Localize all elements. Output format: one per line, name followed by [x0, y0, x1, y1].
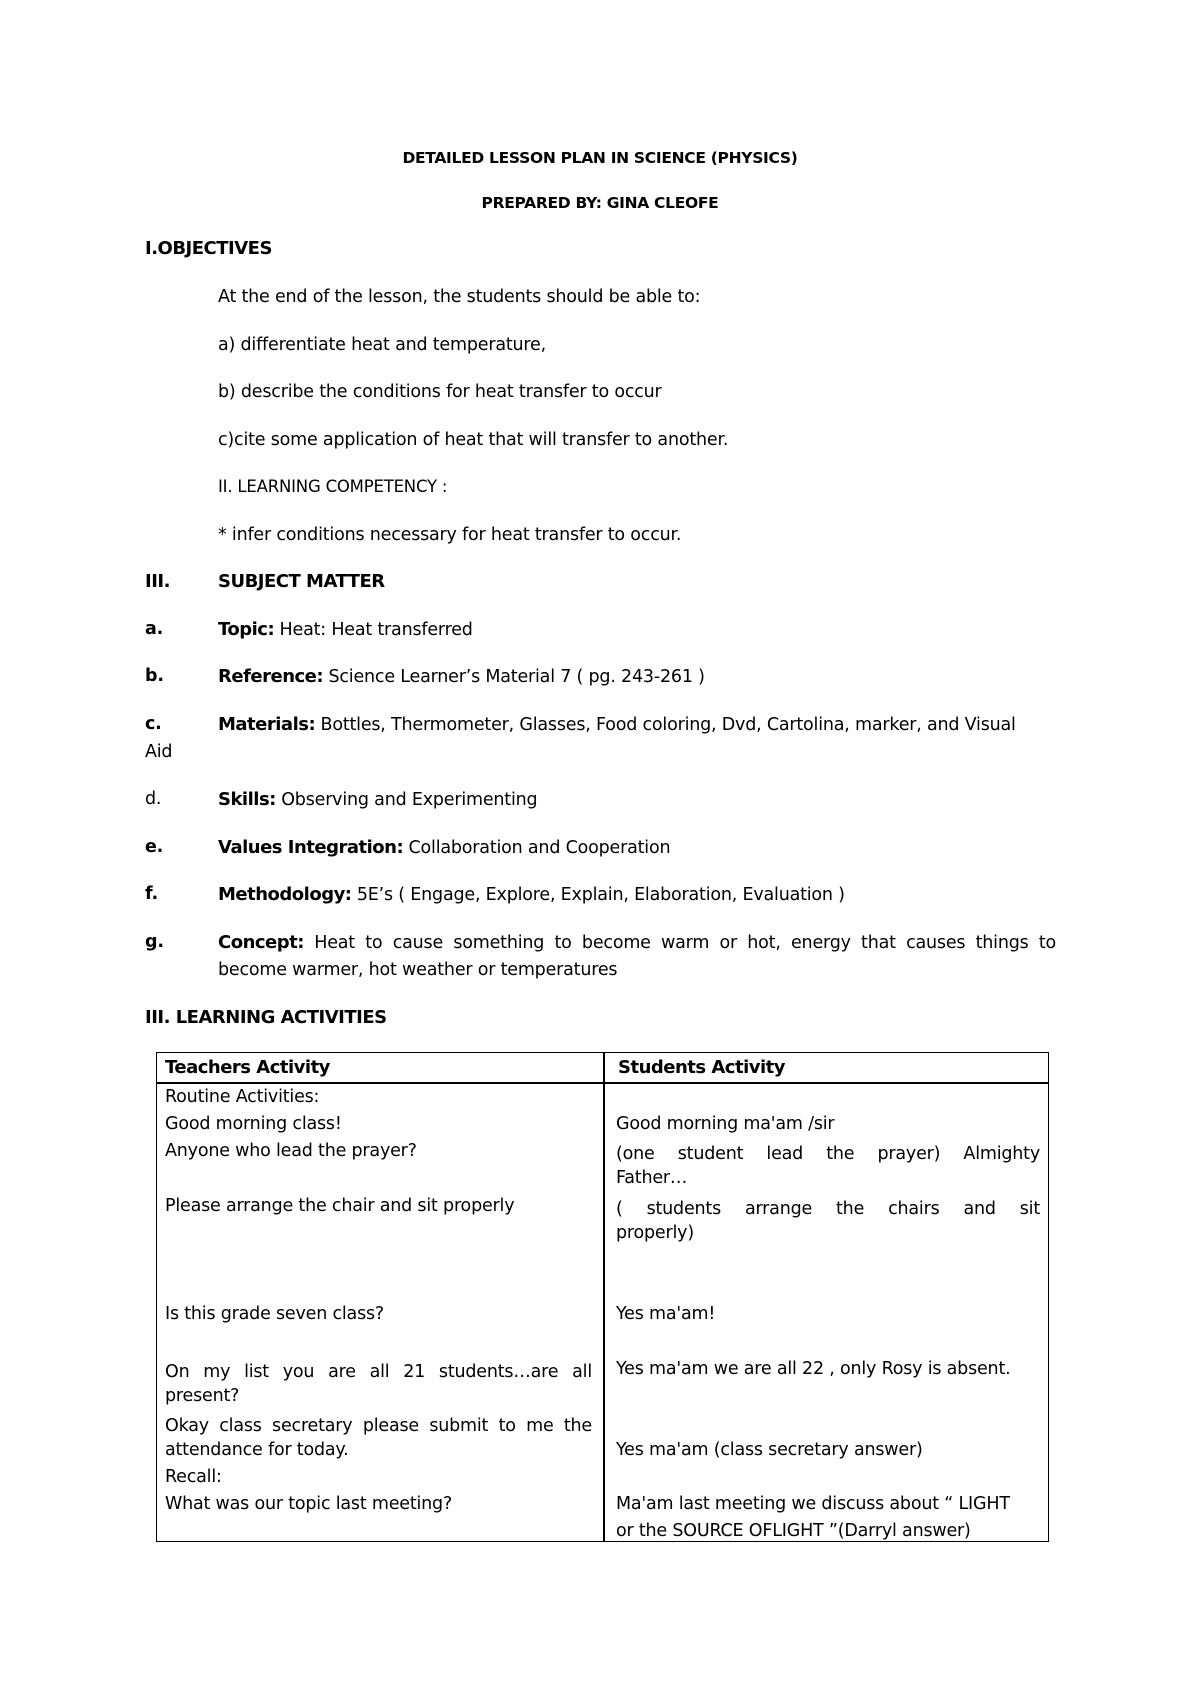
teacher-greet: Good morning class! — [165, 1114, 342, 1134]
subject-item-text: Heat: Heat transferred — [274, 620, 473, 640]
activities-table — [156, 1052, 1049, 1542]
subject-item-text: Heat to cause something to become warm or hot, energy that causes things to — [303, 933, 1056, 953]
student-greet: Good morning ma'am /sir — [616, 1114, 835, 1134]
competency-heading-text: II. LEARNING COMPETENCY : — [218, 477, 448, 496]
learning-activities-heading: III. LEARNING ACTIVITIES — [145, 1007, 387, 1028]
objectives-heading: I.OBJECTIVES — [145, 238, 272, 259]
subject-item-materials-wrap: Aid — [145, 742, 173, 762]
student-absent: Yes ma'am we are all 22 , only Rosy is absent. — [616, 1359, 1011, 1379]
column-header-teacher: Teachers Activity — [165, 1057, 330, 1078]
teacher-topic: What was our topic last meeting? — [165, 1494, 453, 1514]
subject-item-letter: e. — [145, 837, 164, 857]
teacher-routine: Routine Activities: — [165, 1087, 320, 1107]
objective-item-c: c)cite some application of heat that will transfer to another. — [218, 430, 729, 450]
subject-item-label: Topic: — [218, 619, 275, 640]
header-divider — [157, 1082, 1048, 1084]
teacher-grade: Is this grade seven class? — [165, 1304, 384, 1324]
student-secretary: Yes ma'am (class secretary answer) — [616, 1440, 923, 1460]
student-arrange-line2: properly) — [616, 1223, 694, 1243]
subject-item-label: Values Integration: — [218, 837, 404, 858]
subject-item-letter: d. — [145, 789, 162, 809]
prepared-by: PREPARED BY: GINA CLEOFE — [481, 194, 719, 212]
subject-item-label: Reference: — [218, 666, 324, 687]
competency-heading — [218, 477, 447, 496]
subject-item-text: 5E’s ( Engage, Explore, Explain, Elaboration, Evaluation ) — [351, 885, 845, 905]
subject-matter-heading: SUBJECT MATTER — [218, 571, 385, 592]
subject-item-letter: c. — [145, 714, 162, 734]
subject-item-letter: f. — [145, 884, 158, 904]
subject-item-label: Skills: — [218, 789, 276, 810]
document-title: DETAILED LESSON PLAN IN SCIENCE (PHYSICS) — [402, 149, 798, 167]
subject-item-text: Observing and Experimenting — [275, 790, 538, 810]
teacher-recall: Recall: — [165, 1467, 222, 1487]
subject-matter-number: III. — [145, 571, 170, 592]
column-divider — [603, 1053, 605, 1541]
student-prayer-line1: (one student lead the prayer) Almighty — [616, 1144, 1040, 1164]
subject-item-letter: g. — [145, 932, 164, 952]
teacher-secretary-line2: attendance for today. — [165, 1440, 349, 1460]
teacher-arrange: Please arrange the chair and sit properly — [165, 1196, 515, 1216]
teacher-list-line1: On my list you are all 21 students…are all — [165, 1362, 592, 1382]
objective-item-b: b) describe the conditions for heat transfer to occur — [218, 382, 662, 402]
subject-item-letter: b. — [145, 666, 164, 686]
teacher-secretary-line1: Okay class secretary please submit to me the — [165, 1416, 592, 1436]
student-topic-line2: or the SOURCE OFLIGHT ”(Darryl answer) — [616, 1521, 971, 1541]
competency-item: * infer conditions necessary for heat transfer to occur. — [218, 525, 682, 545]
column-header-student: Students Activity — [618, 1057, 785, 1078]
subject-item-label: Methodology: — [218, 884, 352, 905]
subject-item-label: Concept: — [218, 932, 304, 953]
subject-item-label: Materials: — [218, 714, 316, 735]
subject-item-text: Collaboration and Cooperation — [403, 838, 671, 858]
subject-item-letter: a. — [145, 619, 164, 639]
student-prayer-line2: Father… — [616, 1168, 688, 1188]
subject-item-text: Science Learner’s Material 7 ( pg. 243-261 ) — [323, 667, 705, 687]
student-grade: Yes ma'am! — [616, 1304, 716, 1324]
teacher-prayer: Anyone who lead the prayer? — [165, 1141, 417, 1161]
subject-item-text: Bottles, Thermometer, Glasses, Food coloring, Dvd, Cartolina, marker, and Visual — [315, 715, 1016, 735]
subject-item-concept-wrap: become warmer, hot weather or temperatures — [218, 960, 618, 980]
student-arrange-line1: ( students arrange the chairs and sit — [616, 1199, 1040, 1219]
teacher-list-line2: present? — [165, 1386, 240, 1406]
objective-item-a: a) differentiate heat and temperature, — [218, 335, 546, 355]
student-topic-line1: Ma'am last meeting we discuss about “ LIGHT — [616, 1494, 1010, 1514]
objectives-intro: At the end of the lesson, the students should be able to: — [218, 287, 701, 307]
